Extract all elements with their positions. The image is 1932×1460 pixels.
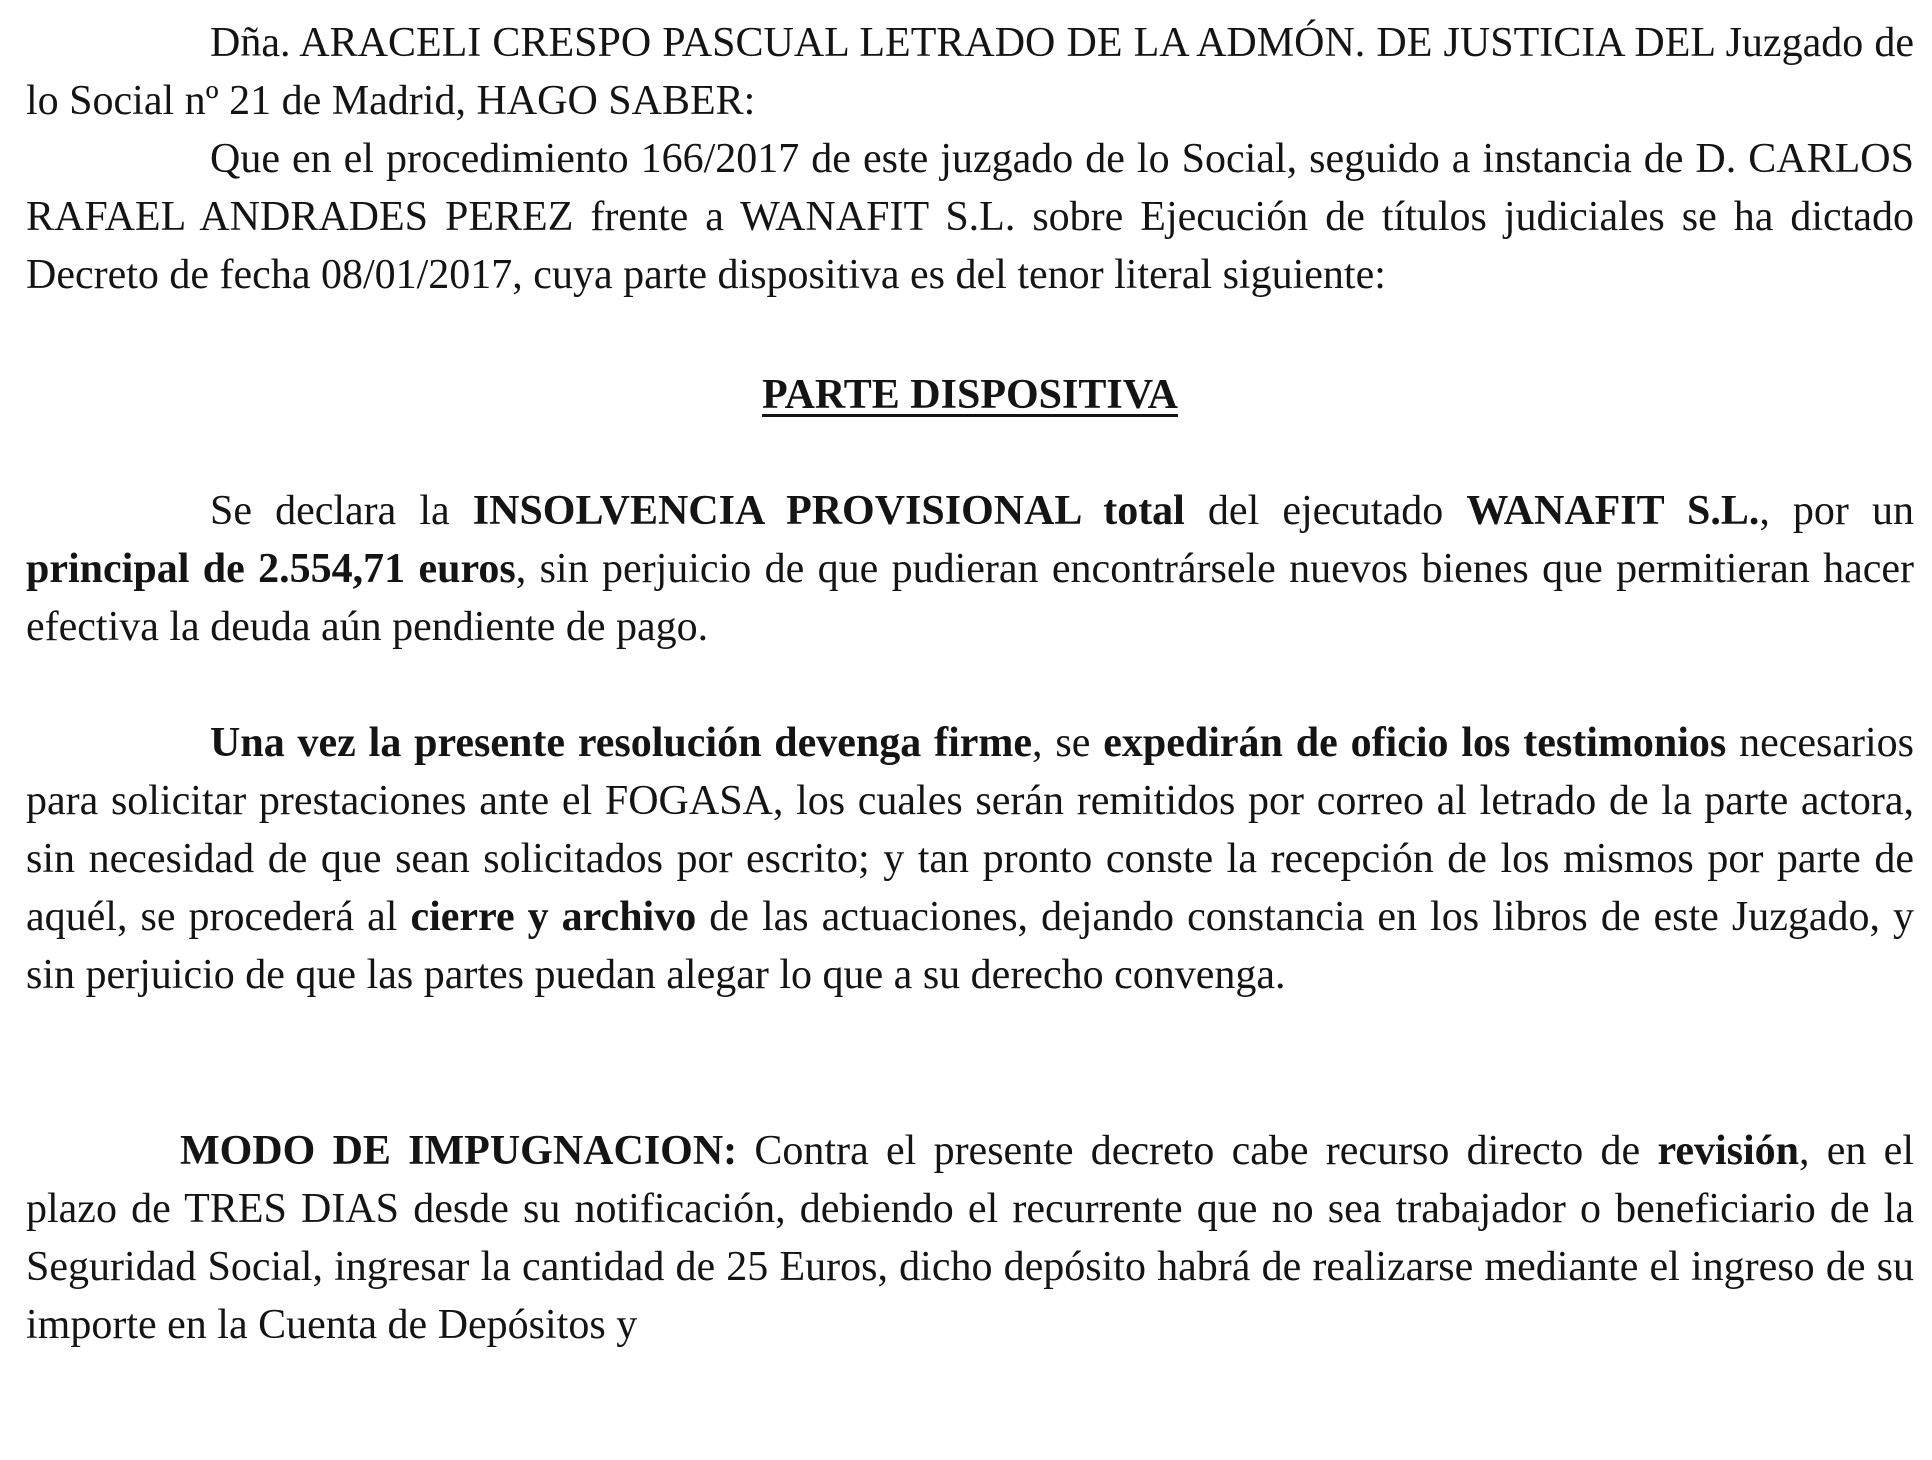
challenge-text-2: , en el plazo de TRES DIAS desde su notificación, debiendo el recurrente que no sea trabajador o beneficiario de la Seguridad Social, ingresar la cantidad de 25 Euros, dicho depósito habrá de realizarse mediante el ingreso de su importe en la Cuenta de Depósitos y — [26, 1128, 1914, 1348]
procedure-text: Que en el procedimiento 166/2017 de este juzgado de lo Social, seguido a instancia de D. CARLOS RAFAEL ANDRADES PEREZ frente a WANAFIT S.L. sobre Ejecución de títulos judiciales se ha dictado Decreto de fecha 08/01/2017, cuya parte dispositiva es del tenor literal siguiente: — [26, 136, 1914, 298]
firmness-paragraph — [26, 714, 1914, 1004]
challenge-paragraph — [26, 1122, 1914, 1354]
section-heading: PARTE DISPOSITIVA — [762, 372, 1178, 418]
insolvency-text-1: Se declara la — [210, 488, 473, 534]
insolvency-bold-2: WANAFIT S.L. — [1466, 488, 1760, 534]
insolvency-bold-3: principal de 2.554,71 euros — [26, 546, 516, 592]
insolvency-bold-1: INSOLVENCIA PROVISIONAL total — [472, 488, 1185, 534]
intro-text: Dña. ARACELI CRESPO PASCUAL LETRADO DE LA ADMÓN. DE JUSTICIA DEL Juzgado de lo Social nº 21 de Madrid, HAGO SABER: — [26, 20, 1914, 124]
procedure-paragraph — [26, 130, 1914, 304]
challenge-bold-1: MODO DE IMPUGNACION: — [180, 1128, 738, 1174]
firmness-bold-1: Una vez la presente resolución devenga firme — [210, 720, 1033, 766]
insolvency-paragraph — [26, 482, 1914, 656]
firmness-bold-3: cierre y archivo — [410, 894, 697, 940]
firmness-text-2: necesarios para solicitar prestaciones ante el FOGASA, los cuales serán remitidos por correo al letrado de la parte actora, sin necesidad de que sean solicitados por escrito; y tan pronto conste la recepción de los mismos por parte de aquél, se procederá al — [26, 720, 1914, 940]
firmness-text-3: de las actuaciones, dejando constancia en los libros de este Juzgado, y sin perjuicio de que las partes puedan alegar lo que a su derecho convenga. — [26, 894, 1915, 998]
insolvency-text-4: , sin perjuicio de que pudieran encontrársele nuevos bienes que permitieran hacer efectiva la deuda aún pendiente de pago. — [26, 546, 1915, 650]
challenge-bold-2: revisión — [1657, 1128, 1800, 1174]
challenge-text-1: Contra el presente decreto cabe recurso directo de — [737, 1128, 1658, 1174]
document-page — [26, 14, 1914, 1354]
insolvency-text-3: , por un — [1759, 488, 1914, 534]
intro-paragraph — [26, 14, 1914, 130]
firmness-bold-2: expedirán de oficio los testimonios — [1103, 720, 1727, 766]
firmness-text-1: , se — [1032, 720, 1104, 766]
insolvency-text-2: del ejecutado — [1184, 488, 1467, 534]
